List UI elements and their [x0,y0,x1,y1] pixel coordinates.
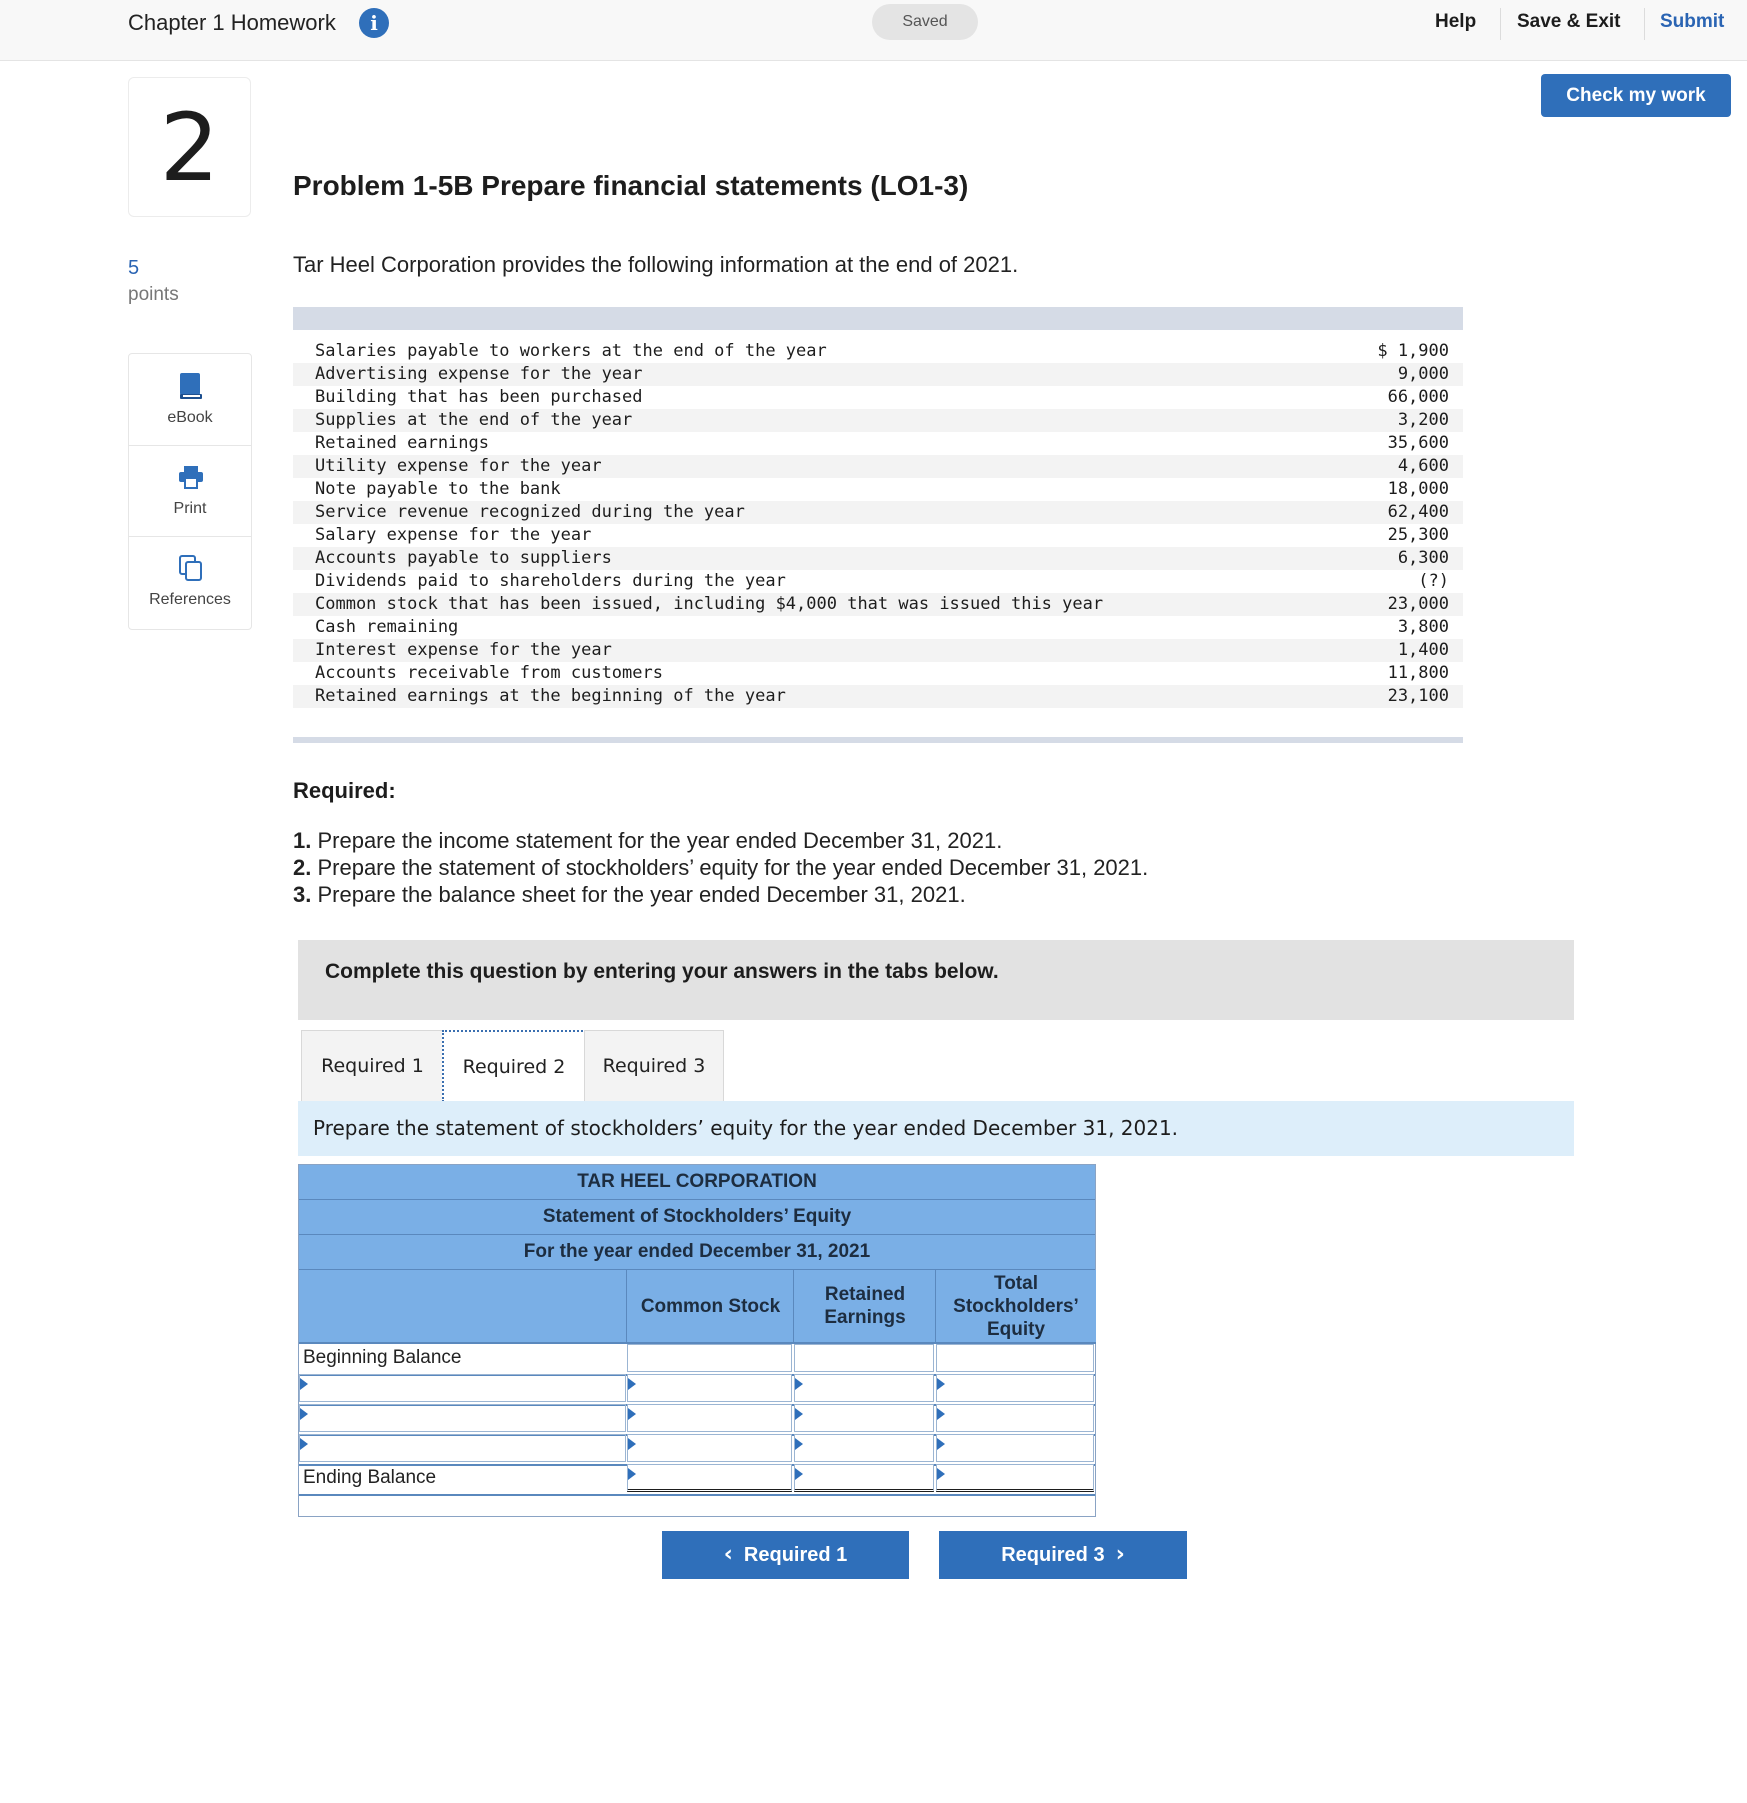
problem-intro: Tar Heel Corporation provides the following information at the end of 2021. [293,252,1019,277]
data-row-value: 18,000 [1387,479,1449,499]
data-row-label: Utility expense for the year [315,456,602,476]
sidebar-item-label: Print [173,500,207,517]
dropdown-marker-icon [300,1438,308,1450]
next-tab-button[interactable]: Required 3 › [939,1531,1187,1579]
total-equity-input[interactable] [936,1434,1094,1462]
data-row-label: Salaries payable to workers at the end of the year [315,341,827,361]
tab-required-2[interactable]: Required 2 [442,1030,586,1102]
saved-status-badge: Saved [872,4,978,40]
required-item: 2. Prepare the statement of stockholders’ equity for the year ended December 31, 2021. [293,855,1149,880]
data-row [293,363,1463,386]
sidebar-item-print[interactable] [129,445,251,537]
input-marker-icon [937,1468,945,1480]
data-row [293,455,1463,478]
retained-earnings-input[interactable] [794,1464,934,1492]
total-equity-input[interactable] [936,1374,1094,1402]
row-description-select[interactable] [299,1404,626,1432]
total-equity-input[interactable] [936,1464,1094,1492]
divider [1644,8,1645,40]
sidebar-item-ebook[interactable] [129,354,251,446]
common-stock-input[interactable] [627,1374,792,1402]
input-marker-icon [628,1468,636,1480]
book-icon [178,372,204,400]
prev-tab-button[interactable]: ‹ Required 1 [662,1531,909,1579]
chevron-left-icon: ‹ [723,1542,733,1567]
data-row [293,524,1463,547]
required-heading: Required: [293,778,396,803]
data-row-label: Dividends paid to shareholders during the year [315,571,786,591]
resource-sidebar [128,353,252,630]
data-row [293,547,1463,570]
data-row [293,639,1463,662]
data-row-value: 62,400 [1387,502,1449,522]
data-row [293,478,1463,501]
data-row-label: Salary expense for the year [315,525,592,545]
question-number: 2 [159,94,220,203]
input-marker-icon [628,1378,636,1390]
divider [1500,8,1501,40]
data-row [293,685,1463,708]
save-exit-link[interactable]: Save & Exit [1517,11,1621,32]
instructions-banner [298,940,1574,1020]
retained-earnings-input[interactable] [794,1374,934,1402]
data-row-value: 23,100 [1387,686,1449,706]
required-item: 1. Prepare the income statement for the year ended December 31, 2021. [293,828,1003,853]
data-row-label: Retained earnings at the beginning of the year [315,686,786,706]
points-label: points [128,284,179,305]
data-row-value: 25,300 [1387,525,1449,545]
input-marker-icon [937,1378,945,1390]
input-marker-icon [795,1378,803,1390]
data-row-value: 23,000 [1387,594,1449,614]
tab-instruction-text: Prepare the statement of stockholders’ equity for the year ended December 31, 2021. [313,1116,1179,1140]
data-row [293,340,1463,363]
data-row-label: Building that has been purchased [315,387,643,407]
sidebar-item-label: eBook [167,409,213,426]
data-row-label: Supplies at the end of the year [315,410,633,430]
statement-name: Statement of Stockholders’ Equity [299,1200,1095,1235]
submit-link[interactable]: Submit [1660,11,1725,32]
column-header-total-equity: Total Stockholders’ Equity [935,1270,1096,1344]
statement-company: TAR HEEL CORPORATION [299,1165,1095,1200]
data-row [293,616,1463,639]
data-row [293,386,1463,409]
common-stock-input[interactable] [627,1344,792,1372]
required-list [293,827,1148,908]
total-equity-input[interactable] [936,1404,1094,1432]
statement-row [299,1464,1095,1496]
data-row [293,570,1463,593]
data-row-value: 1,400 [1397,640,1449,660]
column-header-retained-earnings: Retained Earnings [793,1270,936,1344]
data-row-value: 66,000 [1387,387,1449,407]
assignment-title: Chapter 1 Homework [128,10,336,35]
question-number-card [128,77,251,217]
printer-icon [178,463,204,491]
row-description-select[interactable] [299,1434,626,1462]
retained-earnings-input[interactable] [794,1434,934,1462]
tab-required-3[interactable]: Required 3 [584,1030,724,1102]
statement-row [299,1434,1095,1466]
data-row [293,662,1463,685]
common-stock-input[interactable] [627,1434,792,1462]
data-row-label: Accounts receivable from customers [315,663,663,683]
data-row-label: Interest expense for the year [315,640,612,660]
statement-row-label: Ending Balance [303,1467,437,1488]
data-row-value: 4,600 [1397,456,1449,476]
info-icon[interactable]: i [359,8,389,38]
statement-row [299,1374,1095,1406]
data-row-value: 11,800 [1387,663,1449,683]
statement-row-label: Beginning Balance [303,1347,462,1368]
problem-title: Problem 1-5B Prepare financial statements (LO1-3) [293,170,969,201]
tab-instruction [298,1101,1574,1156]
copy-icon [178,554,204,582]
data-row [293,501,1463,524]
retained-earnings-input[interactable] [794,1404,934,1432]
equity-statement-table [298,1164,1096,1517]
data-row [293,432,1463,455]
required-item: 3. Prepare the balance sheet for the year ended December 31, 2021. [293,882,966,907]
top-bar [0,0,1747,61]
help-link[interactable]: Help [1435,11,1477,32]
data-row-value: 9,000 [1397,364,1449,384]
check-my-work-button[interactable]: Check my work [1541,74,1731,117]
statement-period: For the year ended December 31, 2021 [299,1235,1095,1270]
data-row-label: Service revenue recognized during the year [315,502,745,522]
dropdown-marker-icon [300,1408,308,1420]
data-row-value: $ 1,900 [1377,341,1449,361]
data-row-label: Advertising expense for the year [315,364,643,384]
data-row-label: Cash remaining [315,617,459,637]
input-marker-icon [937,1438,945,1450]
dropdown-marker-icon [300,1378,308,1390]
tab-required-1[interactable]: Required 1 [301,1030,444,1102]
data-row-value: (?) [1418,571,1449,591]
sidebar-item-label: References [149,591,231,608]
data-row-value: 3,200 [1397,410,1449,430]
column-header-common-stock: Common Stock [626,1270,794,1344]
chevron-right-icon: › [1115,1542,1125,1567]
data-row-label: Accounts payable to suppliers [315,548,612,568]
data-row-value: 6,300 [1397,548,1449,568]
input-marker-icon [628,1408,636,1420]
input-marker-icon [795,1468,803,1480]
input-marker-icon [628,1438,636,1450]
instructions-text: Complete this question by entering your answers in the tabs below. [325,960,999,983]
data-row-label: Retained earnings [315,433,489,453]
data-row [293,409,1463,432]
common-stock-input[interactable] [627,1404,792,1432]
data-row-label: Note payable to the bank [315,479,561,499]
statement-row [299,1404,1095,1436]
retained-earnings-input[interactable] [794,1344,934,1372]
input-marker-icon [795,1438,803,1450]
data-row-label: Common stock that has been issued, including $4,000 that was issued this year [315,594,1104,614]
sidebar-item-references[interactable] [129,536,251,627]
column-header-description [299,1270,626,1344]
total-equity-input[interactable] [936,1344,1094,1372]
common-stock-input[interactable] [627,1464,792,1492]
input-marker-icon [795,1408,803,1420]
row-description-select[interactable] [299,1374,626,1402]
data-row [293,593,1463,616]
data-row-value: 3,800 [1397,617,1449,637]
given-data-table [293,307,1463,743]
points-value: 5 [128,257,140,279]
statement-row [299,1344,1095,1376]
data-row-value: 35,600 [1387,433,1449,453]
input-marker-icon [937,1408,945,1420]
